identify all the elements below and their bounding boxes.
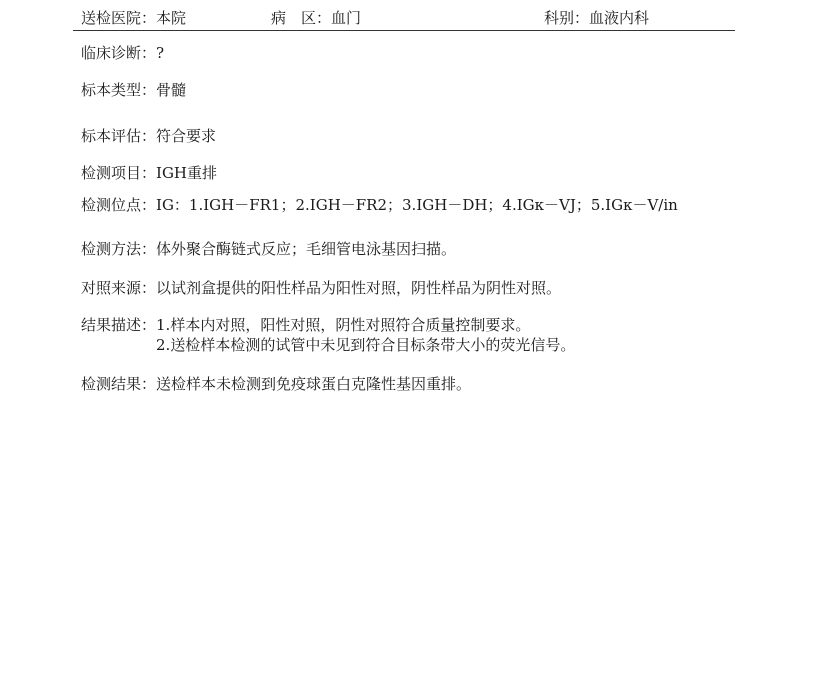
result-row (81, 374, 471, 394)
test-item-label: 检测项目： (81, 164, 157, 182)
specimen-eval-label: 标本评估： (81, 127, 157, 145)
ward-label: 病 区： (271, 9, 332, 27)
test-sites-value: IG：1.IGH－FR1；2.IGH－FR2；3.IGH－DH；4.IGκ－VJ；5.IGκ－V/in (156, 196, 678, 214)
result-value: 送检样本未检测到免疫球蛋白克隆性基因重排。 (156, 375, 472, 393)
report-header (81, 6, 734, 30)
description-label: 结果描述： (81, 316, 157, 334)
control-label: 对照来源： (81, 279, 157, 297)
hospital-label: 送检医院： (81, 9, 157, 27)
ward-value: 血门 (331, 9, 362, 27)
description-line-2: 2.送检样本检测的试管中未见到符合目标条带大小的荧光信号。 (156, 336, 576, 354)
test-item-row (81, 163, 217, 183)
diagnosis-row (81, 43, 164, 63)
department-field (544, 8, 649, 28)
ward-field (271, 8, 361, 28)
specimen-type-value: 骨髓 (156, 81, 187, 99)
specimen-eval-row (81, 126, 216, 146)
test-item-value: IGH重排 (156, 164, 218, 182)
description-row (81, 315, 575, 355)
description-line-1: 1.样本内对照，阳性对照，阴性对照符合质量控制要求。 (156, 316, 531, 334)
test-sites-row (81, 195, 708, 215)
method-row (81, 239, 456, 259)
specimen-eval-value: 符合要求 (156, 127, 217, 145)
header-divider (73, 30, 735, 31)
department-label: 科别： (544, 9, 590, 27)
control-row (81, 278, 561, 298)
diagnosis-label: 临床诊断： (81, 44, 157, 62)
specimen-type-row (81, 80, 186, 100)
control-value: 以试剂盒提供的阳性样品为阳性对照，阴性样品为阴性对照。 (156, 279, 562, 297)
test-sites-label: 检测位点： (81, 196, 157, 214)
hospital-field (81, 8, 186, 28)
method-value: 体外聚合酶链式反应；毛细管电泳基因扫描。 (156, 240, 457, 258)
description-value (156, 315, 575, 355)
diagnosis-value: ? (156, 44, 165, 62)
department-value: 血液内科 (589, 9, 650, 27)
result-label: 检测结果： (81, 375, 157, 393)
specimen-type-label: 标本类型： (81, 81, 157, 99)
hospital-value: 本院 (156, 9, 187, 27)
method-label: 检测方法： (81, 240, 157, 258)
